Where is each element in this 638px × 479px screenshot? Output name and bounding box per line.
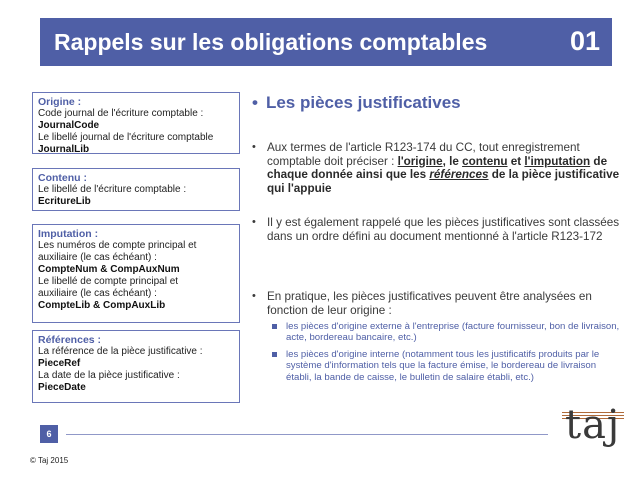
keyword-contenu: contenu [462,154,508,168]
imputation-line: Les numéros de compte principal et [38,240,197,251]
origine-field: JournalCode [38,120,100,131]
bullet-text-part: Aux termes de l'article R123-174 du CC, tout enregistrement comptable doit préciser : [267,141,580,168]
origine-title: Origine : [38,96,82,108]
bullet-icon: • [252,216,256,228]
main-content [252,93,622,383]
keyword-imputation: l'imputation [524,154,591,168]
keyword-references: références [429,168,489,181]
imputation-title: Imputation : [38,228,99,240]
bullet-text-part: , le [442,154,463,168]
references-line: La date de la pièce justificative : [38,370,180,381]
logo-text: taj [565,402,621,448]
origine-field: JournalLib [38,144,90,155]
keyword-origine: l'origine [397,154,443,168]
square-bullet-icon [272,352,277,357]
slide-header [40,18,612,66]
contenu-field: EcritureLib [38,196,91,207]
bullet-text-part: et [507,154,525,168]
imputation-line: Le libellé de compte principal et [38,276,179,287]
bullet-origine-analyse [252,290,622,317]
origine-line: Code journal de l'écriture comptable : [38,108,204,119]
bullet-icon: • [252,141,256,153]
imputation-line: auxiliaire (le cas échéant) : [38,252,157,263]
references-title: Références : [38,334,102,346]
sub-bullet-text: les pièces d'origine interne (notamment tous les justificatifs produits par le système d'information tels que la facture émise, le bordereau de livraison établi, la bande de caisse, le bulletin de salaire établi, etc.) [286,349,600,383]
imputation-field: CompteNum & CompAuxNum [38,264,180,275]
origine-box [32,92,240,154]
references-field: PieceRef [38,358,81,369]
copyright: © Taj 2015 [30,456,69,465]
references-line: La référence de la pièce justificative : [38,346,203,357]
bullet-text: En pratique, les pièces justificatives peuvent être analysées en fonction de leur origine : [267,290,592,317]
bullet-icon: • [252,290,256,302]
contenu-title: Contenu : [38,172,87,184]
page-number: 6 [40,425,58,443]
references-field: PieceDate [38,382,86,393]
taj-logo [562,398,624,468]
origine-line: Le libellé journal de l'écriture comptable [38,132,214,143]
footer-divider [66,434,548,435]
square-bullet-icon [272,324,277,329]
sub-bullet-externe [272,321,622,344]
sub-bullet-interne [272,349,622,383]
contenu-line: Le libellé de l'écriture comptable : [38,184,187,195]
bullet-article-r123-172 [252,216,622,243]
sub-bullet-text: les pièces d'origine externe à l'entreprise (facture fournisseur, bon de livraison, acte, bordereau bancaire, etc.) [286,321,620,344]
bullet-text-part: de la pièce justificative qui l'appuie [267,168,620,195]
contenu-box [32,168,240,211]
bullet-text: Il y est également rappelé que les pièces justificatives sont classées dans un ordre défini au document mentionné à l'article R123-172 [267,216,620,243]
section-heading [252,93,622,113]
bullet-icon: • [252,93,258,112]
slide-section-number: 01 [569,26,600,56]
bullet-article-r123-174 [252,141,622,195]
imputation-line: auxiliaire (le cas échéant) : [38,288,157,299]
references-box [32,330,240,403]
bullet-text-part: de chaque donnée ainsi que les [267,154,608,181]
imputation-box [32,224,240,323]
section-heading-text: Les pièces justificatives [265,93,461,112]
slide-title: Rappels sur les obligations comptables [54,29,488,55]
imputation-field: CompteLib & CompAuxLib [38,300,166,311]
bullet-text [267,141,622,195]
